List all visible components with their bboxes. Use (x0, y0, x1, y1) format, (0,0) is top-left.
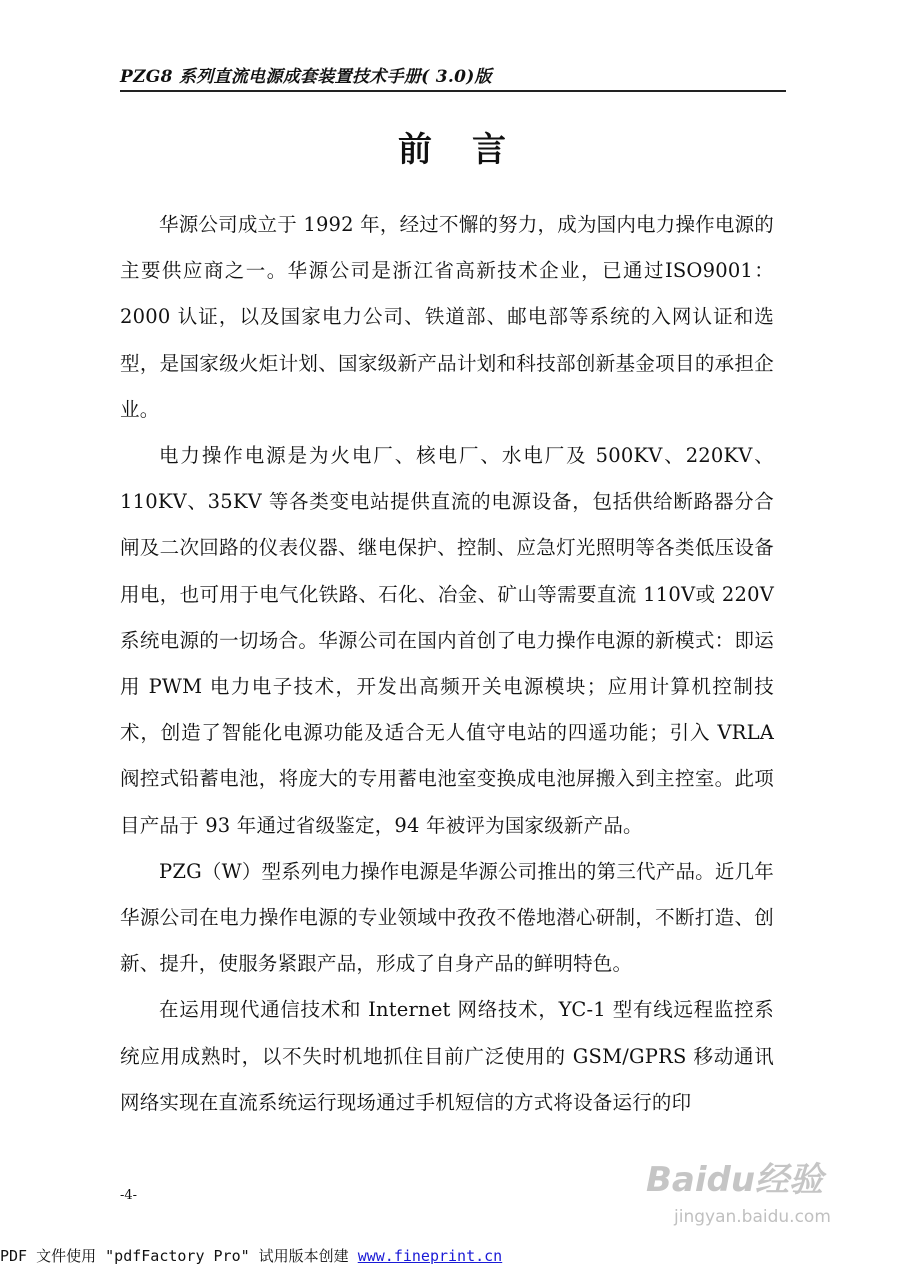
paragraph-pzg-series: PZG（W）型系列电力操作电源是华源公司推出的第三代产品。近几年华源公司在电力操作电源的专业领域中孜孜不倦地潜心研制，不断打造、创新、提升，使服务紧跟产品，形成了自身产品的鲜明特色。 (120, 859, 774, 976)
page-number: -4- (120, 1188, 138, 1203)
watermark-brand: Baidu经验 (646, 1160, 824, 1200)
footer-link[interactable]: www.fineprint.cn (357, 1247, 503, 1265)
header-divider (120, 90, 786, 92)
watermark-url: jingyan.baidu.com (674, 1207, 831, 1227)
paragraph-remote-monitoring: 在运用现代通信技术和 Internet 网络技术，YC-1 型有线远程监控系统应用成熟时，以不失时机地抓住目前广泛使用的 GSM/GPRS 移动通讯网络实现在直流系统运行现场通过手机短信的方式将设备运行的印 (120, 998, 774, 1114)
document-body (120, 202, 774, 1126)
paragraph-power-supply: 电力操作电源是为火电厂、核电厂、水电厂及 500KV、220KV、110KV、35KV 等各类变电站提供直流的电源设备，包括供给断路器分合闸及二次回路的仪表仪器、继电保护、控制、应急灯光照明等各类低压设备用电，也可用于电气化铁路、石化、冶金、矿山等需要直流 110V或 220V 系统电源的一切场合。华源公司在国内首创了电力操作电源的新模式：即运用 PWM 电力电子技术，开发出高频开关电源模块；应用计算机控制技术，创造了智能化电源功能及适合无人值守电站的四遥功能；引入 VRLA 阀控式铅蓄电池，将庞大的专用蓄电池室变换成电池屏搬入到主控室。此项目产品于 93 年通过省级鉴定，94 年被评为国家级新产品。 (120, 444, 774, 837)
footer-text: PDF 文件使用 "pdfFactory Pro" 试用版本创建 (0, 1247, 358, 1265)
page-title: 前言 (398, 130, 546, 170)
baidu-watermark (646, 1158, 856, 1248)
pdf-footer (0, 1244, 904, 1268)
document-header-title: PZG8 系列直流电源成套装置技术手册( 3.0)版 (120, 67, 492, 87)
paragraph-company-intro: 华源公司成立于 1992 年，经过不懈的努力，成为国内电力操作电源的主要供应商之一。华源公司是浙江省高新技术企业，已通过ISO9001：2000 认证，以及国家电力公司、铁道部、邮电部等系统的入网认证和选型，是国家级火炬计划、国家级新产品计划和科技部创新基金项目的承担企业。 (120, 213, 774, 421)
